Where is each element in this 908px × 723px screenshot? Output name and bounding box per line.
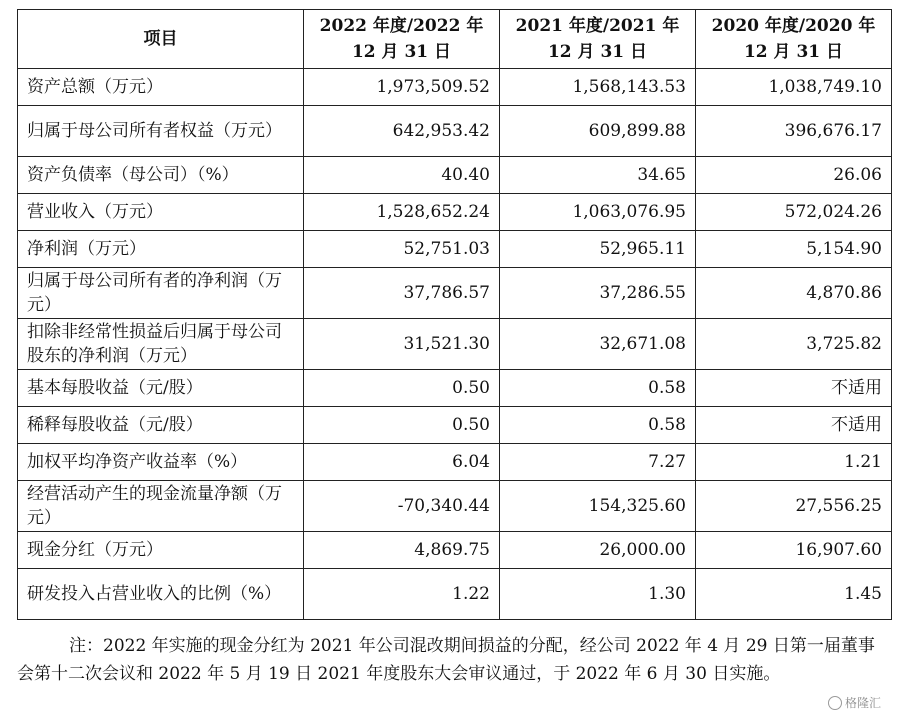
gelonghui-logo-icon <box>828 696 842 710</box>
cell-value: 52,965.11 <box>500 231 696 268</box>
table-row <box>18 444 892 481</box>
cell-value: -70,340.44 <box>304 481 500 532</box>
cell-value: 1.21 <box>696 444 892 481</box>
cell-value: 26.06 <box>696 157 892 194</box>
table-row <box>18 268 892 319</box>
row-label: 资产总额（万元） <box>18 69 304 106</box>
cell-value: 40.40 <box>304 157 500 194</box>
table-row <box>18 532 892 569</box>
row-label: 稀释每股收益（元/股） <box>18 407 304 444</box>
cell-value: 34.65 <box>500 157 696 194</box>
cell-value: 4,869.75 <box>304 532 500 569</box>
cell-value: 52,751.03 <box>304 231 500 268</box>
cell-value: 7.27 <box>500 444 696 481</box>
cell-value: 1,568,143.53 <box>500 69 696 106</box>
table-row <box>18 370 892 407</box>
table-row <box>18 194 892 231</box>
table-row <box>18 157 892 194</box>
table-header-row <box>18 10 892 69</box>
cell-value: 16,907.60 <box>696 532 892 569</box>
table-row <box>18 69 892 106</box>
row-label: 归属于母公司所有者权益（万元） <box>18 106 304 157</box>
row-label: 现金分红（万元） <box>18 532 304 569</box>
cell-value: 609,899.88 <box>500 106 696 157</box>
table-row <box>18 481 892 532</box>
cell-value: 396,676.17 <box>696 106 892 157</box>
row-label: 营业收入（万元） <box>18 194 304 231</box>
cell-value: 26,000.00 <box>500 532 696 569</box>
cell-value: 1.45 <box>696 569 892 620</box>
table-row <box>18 106 892 157</box>
row-label: 净利润（万元） <box>18 231 304 268</box>
cell-value: 0.50 <box>304 370 500 407</box>
table-row <box>18 569 892 620</box>
table-row <box>18 319 892 370</box>
row-label: 基本每股收益（元/股） <box>18 370 304 407</box>
cell-value: 27,556.25 <box>696 481 892 532</box>
row-label: 研发投入占营业收入的比例（%） <box>18 569 304 620</box>
cell-value: 32,671.08 <box>500 319 696 370</box>
cell-value: 154,325.60 <box>500 481 696 532</box>
cell-value: 572,024.26 <box>696 194 892 231</box>
cell-value: 1,063,076.95 <box>500 194 696 231</box>
row-label: 扣除非经常性损益后归属于母公司股东的净利润（万元） <box>18 319 304 370</box>
row-label: 资产负债率（母公司）（%） <box>18 157 304 194</box>
financial-table <box>17 9 892 620</box>
cell-value: 不适用 <box>696 407 892 444</box>
cell-value: 1.22 <box>304 569 500 620</box>
cell-value: 1,038,749.10 <box>696 69 892 106</box>
cell-value: 642,953.42 <box>304 106 500 157</box>
header-2020: 2020 年度/2020 年 12 月 31 日 <box>696 10 892 69</box>
cell-value: 31,521.30 <box>304 319 500 370</box>
row-label: 加权平均净资产收益率（%） <box>18 444 304 481</box>
cell-value: 0.50 <box>304 407 500 444</box>
cell-value: 1,973,509.52 <box>304 69 500 106</box>
cell-value: 不适用 <box>696 370 892 407</box>
cell-value: 6.04 <box>304 444 500 481</box>
watermark <box>828 694 881 711</box>
table-row <box>18 231 892 268</box>
header-item: 项目 <box>18 10 304 69</box>
cell-value: 0.58 <box>500 370 696 407</box>
cell-value: 3,725.82 <box>696 319 892 370</box>
header-2022: 2022 年度/2022 年 12 月 31 日 <box>304 10 500 69</box>
cell-value: 4,870.86 <box>696 268 892 319</box>
cell-value: 0.58 <box>500 407 696 444</box>
row-label: 归属于母公司所有者的净利润（万元） <box>18 268 304 319</box>
header-2021: 2021 年度/2021 年 12 月 31 日 <box>500 10 696 69</box>
cell-value: 1,528,652.24 <box>304 194 500 231</box>
table-footnote: 注：2022 年实施的现金分红为 2021 年公司混改期间损益的分配，经公司 2022 年 4 月 29 日第一届董事会第十二次会议和 2022 年 5 月 19 日 2021 年度股东大会审议通过，于 2022 年 6 月 30 日实施。 <box>17 636 875 684</box>
watermark-text: 格隆汇 <box>845 696 882 710</box>
cell-value: 5,154.90 <box>696 231 892 268</box>
row-label: 经营活动产生的现金流量净额（万元） <box>18 481 304 532</box>
cell-value: 1.30 <box>500 569 696 620</box>
table-row <box>18 407 892 444</box>
cell-value: 37,286.55 <box>500 268 696 319</box>
cell-value: 37,786.57 <box>304 268 500 319</box>
